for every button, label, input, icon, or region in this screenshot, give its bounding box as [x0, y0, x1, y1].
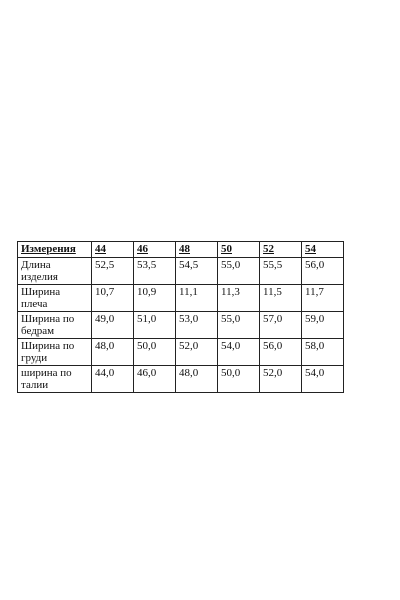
- table-cell: 11,3: [218, 285, 260, 312]
- row-label: ширина по талии: [18, 366, 92, 393]
- table-cell: 44,0: [92, 366, 134, 393]
- row-label: Ширина по бедрам: [18, 312, 92, 339]
- table-cell: 55,0: [218, 258, 260, 285]
- row-label: Ширина по груди: [18, 339, 92, 366]
- header-cell-size: 54: [302, 242, 344, 258]
- table-cell: 58,0: [302, 339, 344, 366]
- table-cell: 11,5: [260, 285, 302, 312]
- table-cell: 52,5: [92, 258, 134, 285]
- table-cell: 10,7: [92, 285, 134, 312]
- table-cell: 52,0: [176, 339, 218, 366]
- header-cell-size: 48: [176, 242, 218, 258]
- header-cell-size: 44: [92, 242, 134, 258]
- table-cell: 56,0: [302, 258, 344, 285]
- table-cell: 51,0: [134, 312, 176, 339]
- table-cell: 46,0: [134, 366, 176, 393]
- table-cell: 59,0: [302, 312, 344, 339]
- table-cell: 11,1: [176, 285, 218, 312]
- table-cell: 53,5: [134, 258, 176, 285]
- header-cell-size: 50: [218, 242, 260, 258]
- table-cell: 53,0: [176, 312, 218, 339]
- table-row: [18, 312, 344, 339]
- header-cell-measurements: Измерения: [18, 242, 92, 258]
- table-cell: 10,9: [134, 285, 176, 312]
- table-cell: 55,5: [260, 258, 302, 285]
- table-row: [18, 366, 344, 393]
- table-cell: 48,0: [176, 366, 218, 393]
- size-chart-table: [17, 241, 344, 393]
- row-label: Ширина плеча: [18, 285, 92, 312]
- header-cell-size: 52: [260, 242, 302, 258]
- table-row: [18, 258, 344, 285]
- table-cell: 50,0: [218, 366, 260, 393]
- header-cell-size: 46: [134, 242, 176, 258]
- table-cell: 11,7: [302, 285, 344, 312]
- table-row: [18, 285, 344, 312]
- table-header-row: [18, 242, 344, 258]
- table-row: [18, 339, 344, 366]
- table-cell: 50,0: [134, 339, 176, 366]
- table-cell: 54,0: [302, 366, 344, 393]
- table-cell: 48,0: [92, 339, 134, 366]
- row-label: Длина изделия: [18, 258, 92, 285]
- table-cell: 52,0: [260, 366, 302, 393]
- table-cell: 56,0: [260, 339, 302, 366]
- table-cell: 54,0: [218, 339, 260, 366]
- table-cell: 55,0: [218, 312, 260, 339]
- table-cell: 54,5: [176, 258, 218, 285]
- table-cell: 49,0: [92, 312, 134, 339]
- table-cell: 57,0: [260, 312, 302, 339]
